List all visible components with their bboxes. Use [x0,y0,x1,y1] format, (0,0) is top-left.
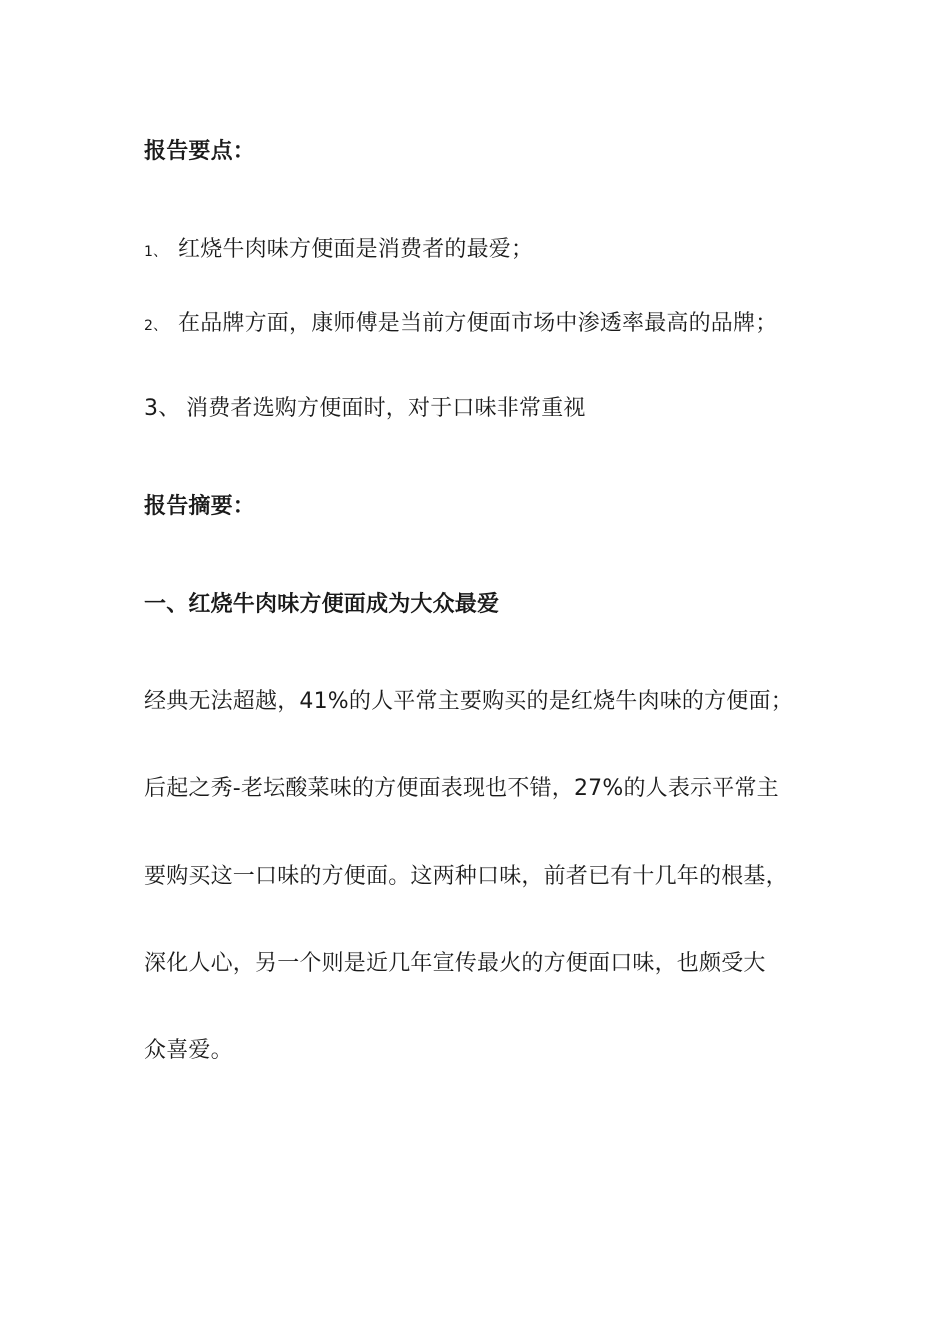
paragraph-line-2: 后起之秀-老坛酸菜味的方便面表现也不错，27%的人表示平常主 [144,776,779,801]
key-point-text: 在品牌方面，康师傅是当前方便面市场中渗透率最高的品牌； [178,311,778,336]
key-point-item-2 [144,309,777,341]
key-point-number: 3、 [144,396,181,421]
key-point-text: 红烧牛肉味方便面是消费者的最爱； [178,237,534,262]
paragraph-line-5: 众喜爱。 [144,1038,233,1063]
paragraph-line-3: 要购买这一口味的方便面。这两种口味，前者已有十几年的根基， [144,864,788,889]
key-points-heading: 报告要点： [144,139,256,164]
key-point-number: 2、 [144,318,168,334]
key-point-item-3 [144,394,586,424]
key-point-number: 1、 [144,244,168,260]
section-title: 一、红烧牛肉味方便面成为大众最爱 [144,592,500,617]
key-point-item-1 [144,235,533,267]
key-point-text: 消费者选购方便面时，对于口味非常重视 [186,396,586,421]
summary-heading: 报告摘要： [144,494,256,519]
paragraph-line-1: 经典无法超越，41%的人平常主要购买的是红烧牛肉味的方便面； [144,689,793,714]
paragraph-line-4: 深化人心，另一个则是近几年宣传最火的方便面口味，也颇受大 [144,951,766,976]
